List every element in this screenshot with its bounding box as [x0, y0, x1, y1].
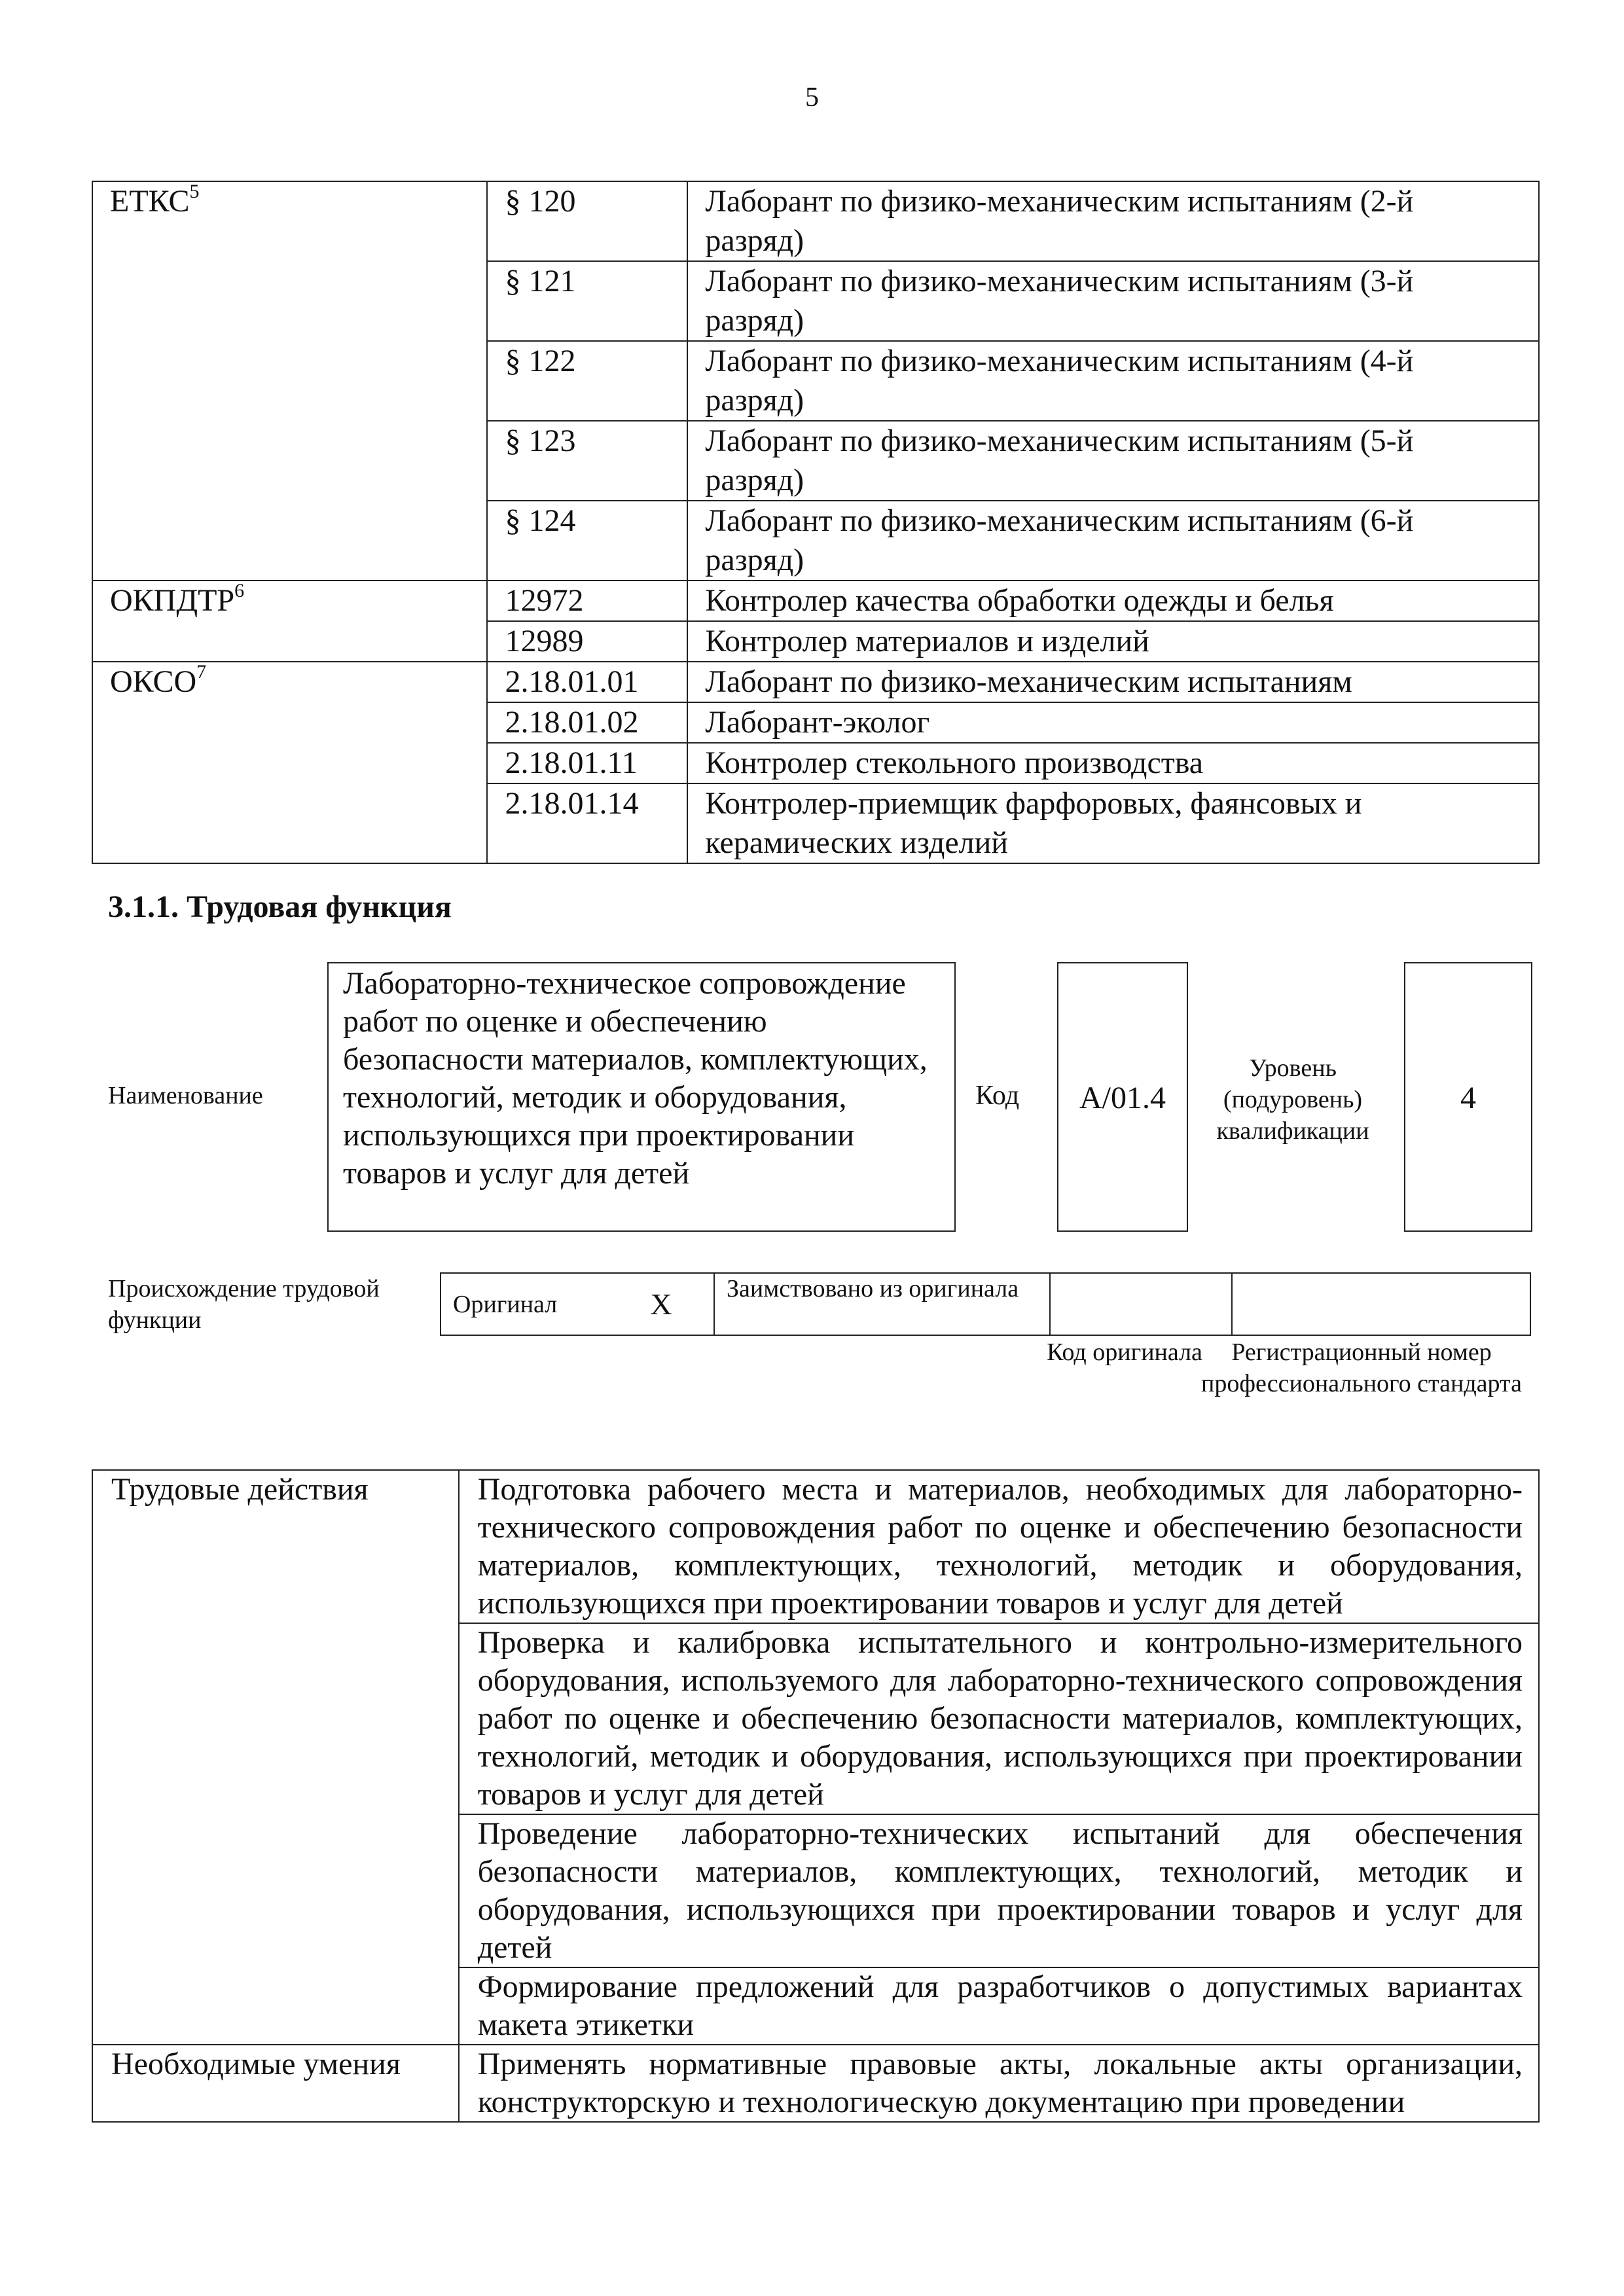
- name-label: Наименование: [108, 1082, 263, 1109]
- required-skill-item: [459, 2045, 1539, 2122]
- labor-action-item: Проведение лабораторно-технических испытаний для обеспечения безопасности материалов, комплектующих, технологий, методик и оборудования, использующихся при проектировании товаров и услуг для детей: [459, 1814, 1539, 1967]
- footnote-marker: 5: [189, 181, 200, 202]
- original-label: Оригинал: [441, 1273, 609, 1335]
- level-label: Уровень (подуровень) квалификации: [1216, 1054, 1369, 1145]
- classifier-title: Лаборант-эколог: [687, 702, 1539, 743]
- level-box: 4: [1404, 962, 1532, 1232]
- classifier-title: Лаборант по физико-механическим испытаниям (6-й разряд): [687, 501, 1539, 581]
- table-row: [92, 1470, 1539, 1623]
- classifier-name: ОКСО: [110, 664, 197, 699]
- classifier-cell: [92, 581, 487, 662]
- footnote-marker: 6: [234, 580, 245, 601]
- classifier-code: 12972: [487, 581, 687, 621]
- original-mark: X: [609, 1273, 714, 1335]
- borrowed-label: Заимствовано из оригинала: [714, 1273, 1050, 1335]
- classifier-code: § 123: [487, 421, 687, 501]
- classifier-name: ОКПДТР: [110, 583, 235, 618]
- labor-action-item: Проверка и калибровка испытательного и контрольно-измерительного оборудования, используемого для лабораторно-технического сопровождения работ по оценке и обеспечению безопасности материалов, комплектующих, технологий, методик и оборудования, использующихся при проектировании товаров и услуг для детей: [459, 1623, 1539, 1814]
- actions-table: [92, 1469, 1540, 2123]
- classifier-code: § 122: [487, 341, 687, 421]
- original-code-cell: [1050, 1273, 1232, 1335]
- table-row: [92, 581, 1539, 621]
- classifier-code: 12989: [487, 621, 687, 662]
- classifier-code: § 120: [487, 181, 687, 261]
- caption-original-code: Код оригинала: [1047, 1338, 1202, 1366]
- function-code-box: A/01.4: [1057, 962, 1188, 1232]
- classifier-code: 2.18.01.01: [487, 662, 687, 702]
- classifier-cell: [92, 181, 487, 581]
- classifier-code: 2.18.01.02: [487, 702, 687, 743]
- classifier-name: ЕТКС: [110, 184, 190, 219]
- table-row: [92, 662, 1539, 702]
- section-heading: 3.1.1. Трудовая функция: [108, 889, 452, 924]
- classifier-title: Лаборант по физико-механическим испытаниям (3-й разряд): [687, 261, 1539, 341]
- origin-label-text: Происхождение трудовой функции: [108, 1275, 380, 1334]
- classifier-title: Контролер качества обработки одежды и белья: [687, 581, 1539, 621]
- table-row: [441, 1273, 1530, 1335]
- classifier-code: 2.18.01.11: [487, 743, 687, 783]
- required-skills-label: Необходимые умения: [92, 2045, 459, 2122]
- function-name-box: Лабораторно-техническое сопровождение работ по оценке и обеспечению безопасности материалов, комплектующих, технологий, методик и оборудования, использующихся при проектировании товаров и услуг для детей: [327, 962, 956, 1232]
- classifier-cell: [92, 662, 487, 863]
- classifier-title: Контролер стекольного производства: [687, 743, 1539, 783]
- origin-table: [440, 1272, 1531, 1336]
- page-number: 5: [805, 82, 819, 113]
- classifier-code: 2.18.01.14: [487, 783, 687, 863]
- origin-label: [108, 1273, 416, 1336]
- classifier-code: § 124: [487, 501, 687, 581]
- classifier-title: Лаборант по физико-механическим испытаниям (2-й разряд): [687, 181, 1539, 261]
- classifier-title: Лаборант по физико-механическим испытаниям: [687, 662, 1539, 702]
- code-label: Код: [975, 1081, 1020, 1111]
- classifier-title: Контролер-приемщик фарфоровых, фаянсовых и керамических изделий: [687, 783, 1539, 863]
- classifier-title: Лаборант по физико-механическим испытаниям (5-й разряд): [687, 421, 1539, 501]
- classification-table: [92, 181, 1540, 864]
- labor-actions-label: Трудовые действия: [92, 1470, 459, 2045]
- classifier-title: Контролер материалов и изделий: [687, 621, 1539, 662]
- caption-registration-number: Регистрационный номер профессионального стандарта: [1201, 1338, 1522, 1397]
- registration-number-cell: [1232, 1273, 1530, 1335]
- table-row: [92, 2045, 1539, 2122]
- labor-action-item: Формирование предложений для разработчиков о допустимых вариантах макета этикетки: [459, 1967, 1539, 2045]
- required-skill-text: Применять нормативные правовые акты, локальные акты организации, конструкторскую и технологическую документацию при проведении: [477, 2047, 1523, 2119]
- classifier-code: § 121: [487, 261, 687, 341]
- classifier-title: Лаборант по физико-механическим испытаниям (4-й разряд): [687, 341, 1539, 421]
- table-row: [92, 181, 1539, 261]
- footnote-marker: 7: [196, 661, 207, 683]
- labor-action-item: Подготовка рабочего места и материалов, необходимых для лабораторно-технического сопровождения работ по оценке и обеспечению безопасности материалов, комплектующих, технологий, методик и оборудования, использующихся при проектировании товаров и услуг для детей: [459, 1470, 1539, 1623]
